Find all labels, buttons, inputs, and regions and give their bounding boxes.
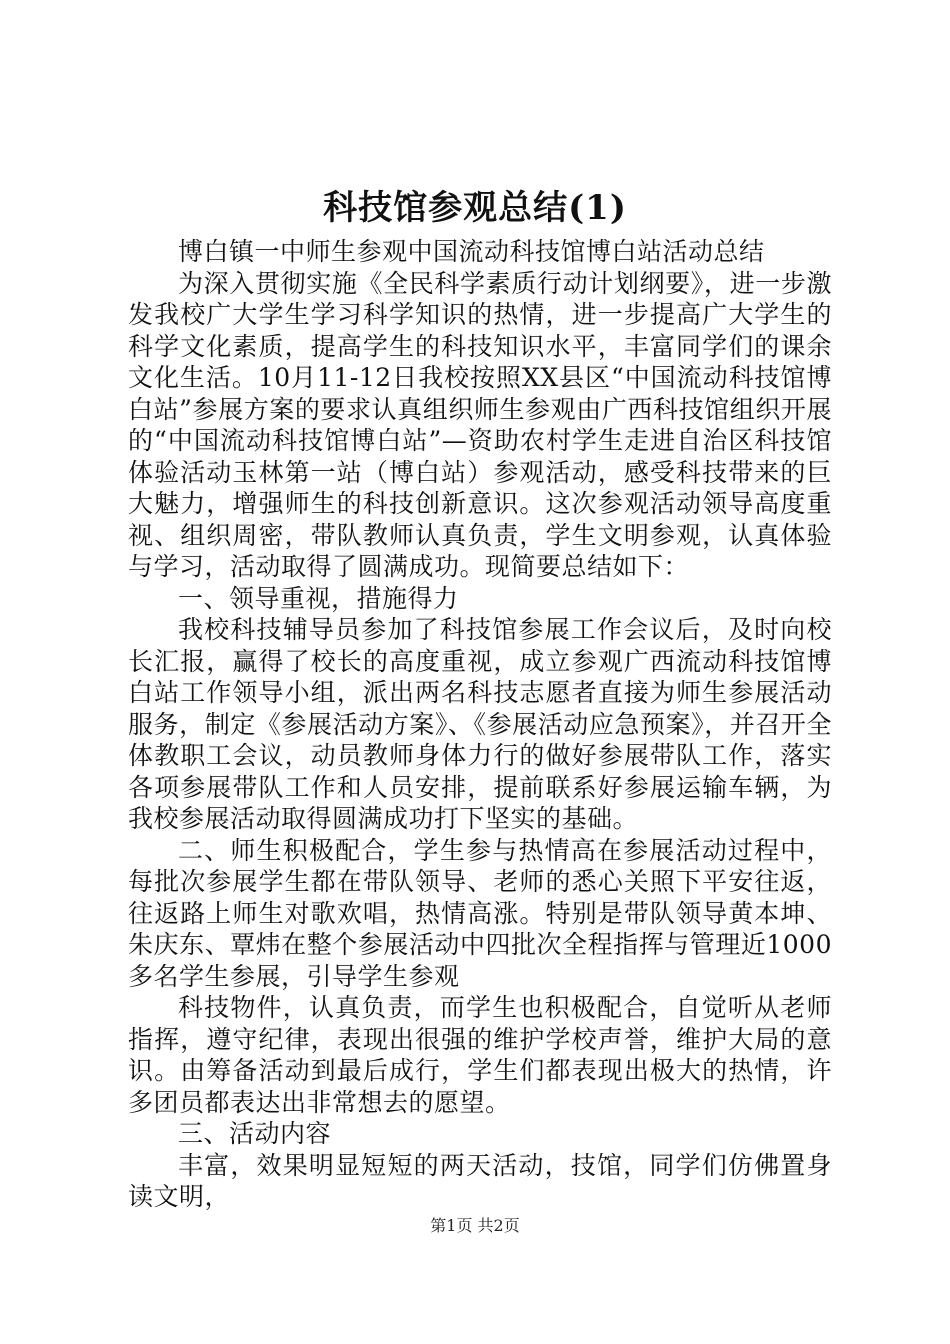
page-footer: 第1页 共2页 bbox=[430, 1216, 520, 1235]
document-body bbox=[128, 236, 832, 1213]
paragraph-subtitle: 博白镇一中师生参观中国流动科技馆博白站活动总结 bbox=[178, 237, 765, 266]
section-heading-1: 一、领导重视，措施得力 bbox=[178, 583, 459, 613]
paragraph-section-3: 丰富，效果明显短短的两天活动，技馆，同学们仿佛置身读文明， bbox=[128, 1150, 832, 1211]
paragraph-section-2: 二、师生积极配合，学生参与热情高在参展活动过程中，每批次参展学生都在带队领导、老师的悉心关照下平安往返，往返路上师生对歌欢唱，热情高涨。特别是带队领导黄本坤、朱庆东、覃炜在整个参展活动中四批次全程指挥与管理近1000多名学生参展，引导学生参观 bbox=[128, 835, 832, 991]
document-title: 科技馆参观总结(1) bbox=[323, 188, 627, 228]
section-heading-3: 三、活动内容 bbox=[178, 1119, 332, 1148]
paragraph-intro: 为深入贯彻实施《全民科学素质行动计划纲要》，进一步激发我校广大学生学习科学知识的热情，进一步提高广大学生的科学文化素质，提高学生的科技知识水平，丰富同学们的课余文化生活。10月11-12日我校按照XX县区“中国流动科技馆博白站”参展方案的要求认真组织师生参观由广西科技馆组织开展的“中国流动科技馆博白站”—资助农村学生走进自治区科技馆体验活动玉林第一站（博白站）参观活动，感受科技带来的巨大魅力，增强师生的科技创新意识。这次参观活动领导高度重视、组织周密，带队教师认真负责，学生文明参观，认真体验与学习，活动取得了圆满成功。现简要总结如下： bbox=[128, 268, 832, 581]
paragraph-section-2-cont: 科技物件，认真负责，而学生也积极配合，自觉听从老师指挥，遵守纪律，表现出很强的维护学校声誉，维护大局的意识。由筹备活动到最后成行，学生们都表现出极大的热情，许多团员都表达出非常想去的愿望。 bbox=[128, 993, 832, 1117]
paragraph-section-1: 我校科技辅导员参加了科技馆参展工作会议后，及时向校长汇报，赢得了校长的高度重视，成立参观广西流动科技馆博白站工作领导小组，派出两名科技志愿者直接为师生参展活动服务，制定《参展活动方案》、《参展活动应急预案》，并召开全体教职工会议，动员教师身体力行的做好参展带队工作，落实各项参展带队工作和人员安排，提前联系好参展运输车辆，为我校参展活动取得圆满成功打下坚实的基础。 bbox=[128, 615, 832, 833]
